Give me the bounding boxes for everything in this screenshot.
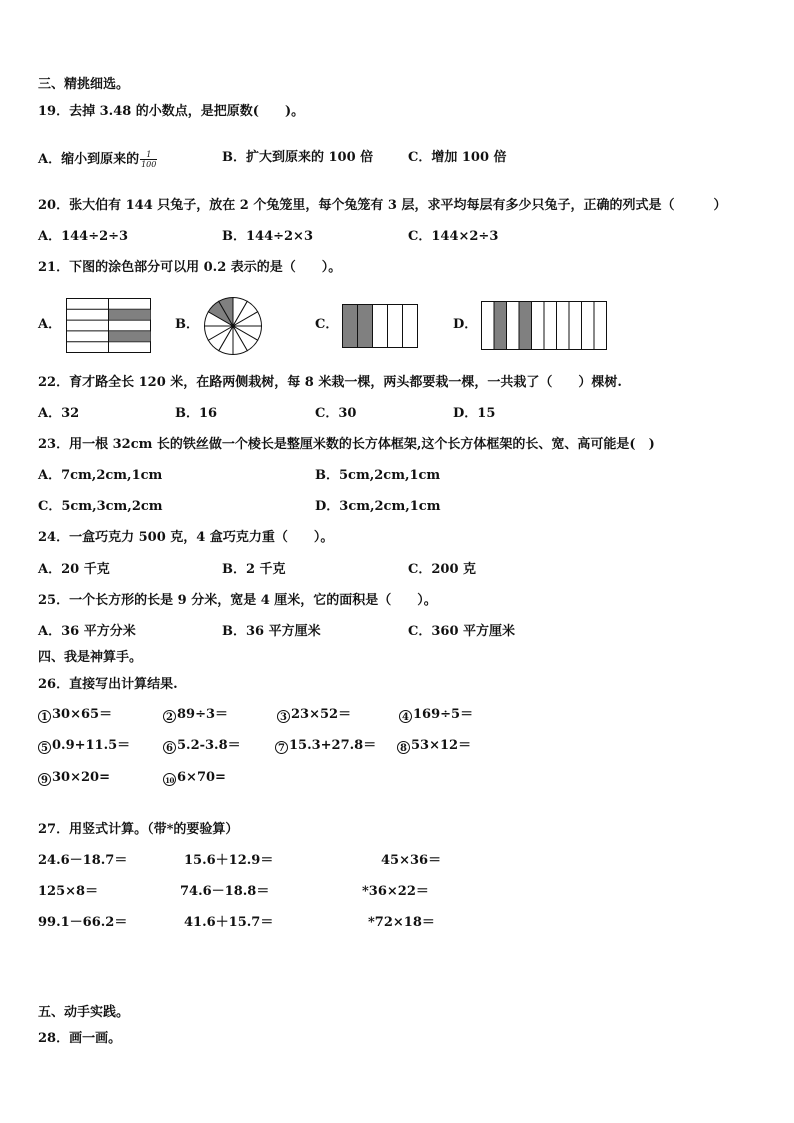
q26-item-10: 10 6×70= xyxy=(163,770,226,786)
strip xyxy=(557,302,570,350)
figure-c-strips xyxy=(342,304,422,350)
q20-option-b: B．144÷2×3 xyxy=(222,229,314,244)
q27-item: 45×36＝ xyxy=(381,853,442,868)
q26-item-4: 4 169÷5＝ xyxy=(399,707,473,723)
fraction: $\frac{1}{100}$ xyxy=(141,150,157,169)
q21-option-d: D． xyxy=(453,317,478,332)
q27-item: 99.1－66.2＝ xyxy=(38,915,128,930)
q25-option-c: C．360 平方厘米 xyxy=(408,624,516,639)
q19-option-a: A．缩小到原来的 $\frac{1}{100}$ xyxy=(38,150,157,169)
strip xyxy=(569,302,582,350)
section-5-title: 五、动手实践。 xyxy=(38,1005,130,1020)
strip xyxy=(582,302,595,350)
q23-option-c: C．5cm,3cm,2cm xyxy=(38,499,163,514)
q20-option-c: C．144×2÷3 xyxy=(408,229,499,244)
figure-d-strips xyxy=(481,301,609,353)
q23-option-a: A．7cm,2cm,1cm xyxy=(38,468,163,483)
section-3-title: 三、精挑细选。 xyxy=(38,77,130,92)
q20-option-a: A．144÷2÷3 xyxy=(38,229,129,244)
q22-option-c: C．30 xyxy=(315,406,357,421)
strip xyxy=(494,302,507,350)
figure-b-circle xyxy=(203,296,263,356)
q26-item-3: 3 23×52＝ xyxy=(277,707,351,723)
q22-option-d: D．15 xyxy=(453,406,496,421)
q19-stem: 19．去掉 3.48 的小数点，是把原数( )。 xyxy=(38,104,305,119)
section-4-title: 四、我是神算手。 xyxy=(38,650,143,665)
q24-stem: 24．一盒巧克力 500 克，4 盒巧克力重（ ）。 xyxy=(38,530,334,545)
q23-stem: 23．用一根 32cm 长的铁丝做一个棱长是整厘米数的长方体框架,这个长方体框架的长、宽、高可能是( ) xyxy=(38,437,655,452)
q27-item: 74.6－18.8＝ xyxy=(180,884,270,899)
strip xyxy=(532,302,545,350)
q24-option-b: B．2 千克 xyxy=(222,562,286,577)
q27-stem: 27．用竖式计算。（带*的要验算） xyxy=(38,822,239,837)
q27-item: 24.6－18.7＝ xyxy=(38,853,128,868)
q23-option-b: B．5cm,2cm,1cm xyxy=(315,468,441,483)
q25-option-a: A．36 平方分米 xyxy=(38,624,136,639)
q20-stem: 20．张大伯有 144 只兔子，放在 2 个兔笼里，每个兔笼有 3 层，求平均每层有多少只兔子，正确的列式是（ ） xyxy=(38,198,727,213)
q22-option-b: B．16 xyxy=(175,406,218,421)
q27-item: 15.6＋12.9＝ xyxy=(184,853,274,868)
q22-stem: 22．育才路全长 120 米，在路两侧栽树，每 8 米栽一棵，两头都要栽一棵，一共栽了（ ）棵树. xyxy=(38,375,622,390)
q24-option-a: A．20 千克 xyxy=(38,562,110,577)
q23-option-d: D．3cm,2cm,1cm xyxy=(315,499,441,514)
q21-option-b: B． xyxy=(175,317,199,332)
q22-option-a: A．32 xyxy=(38,406,80,421)
q26-item-5: 5 0.9+11.5＝ xyxy=(38,738,130,754)
q26-item-6: 6 5.2-3.8＝ xyxy=(163,738,241,754)
q26-item-7: 7 15.3+27.8＝ xyxy=(275,738,376,754)
strip xyxy=(544,302,557,350)
q26-stem: 26．直接写出计算结果. xyxy=(38,677,178,692)
q26-item-2: 2 89÷3＝ xyxy=(163,707,228,723)
q27-item: *36×22＝ xyxy=(362,884,429,899)
q26-item-1: 1 30×65＝ xyxy=(38,707,112,723)
q28-stem: 28．画一画。 xyxy=(38,1031,122,1046)
q27-item: 125×8＝ xyxy=(38,884,99,899)
q21-option-a: A． xyxy=(38,317,62,332)
q26-item-8: 8 53×12＝ xyxy=(397,738,471,754)
q24-option-c: C．200 克 xyxy=(408,562,477,577)
q26-item-9: 9 30×20= xyxy=(38,770,110,786)
q21-stem: 21．下图的涂色部分可以用 0.2 表示的是（ ）。 xyxy=(38,260,342,275)
strip xyxy=(594,302,607,350)
q27-item: 41.6＋15.7＝ xyxy=(184,915,274,930)
q19-option-c: C．增加 100 倍 xyxy=(408,150,507,165)
strip xyxy=(507,302,520,350)
q21-option-c: C． xyxy=(315,317,339,332)
q25-option-b: B．36 平方厘米 xyxy=(222,624,321,639)
figure-a-grid xyxy=(66,298,152,354)
strip xyxy=(482,302,495,350)
q27-item: *72×18＝ xyxy=(368,915,435,930)
q25-stem: 25．一个长方形的长是 9 分米，宽是 4 厘米，它的面积是（ ）。 xyxy=(38,593,437,608)
strip xyxy=(519,302,532,350)
q19-option-b: B．扩大到原来的 100 倍 xyxy=(222,150,374,165)
